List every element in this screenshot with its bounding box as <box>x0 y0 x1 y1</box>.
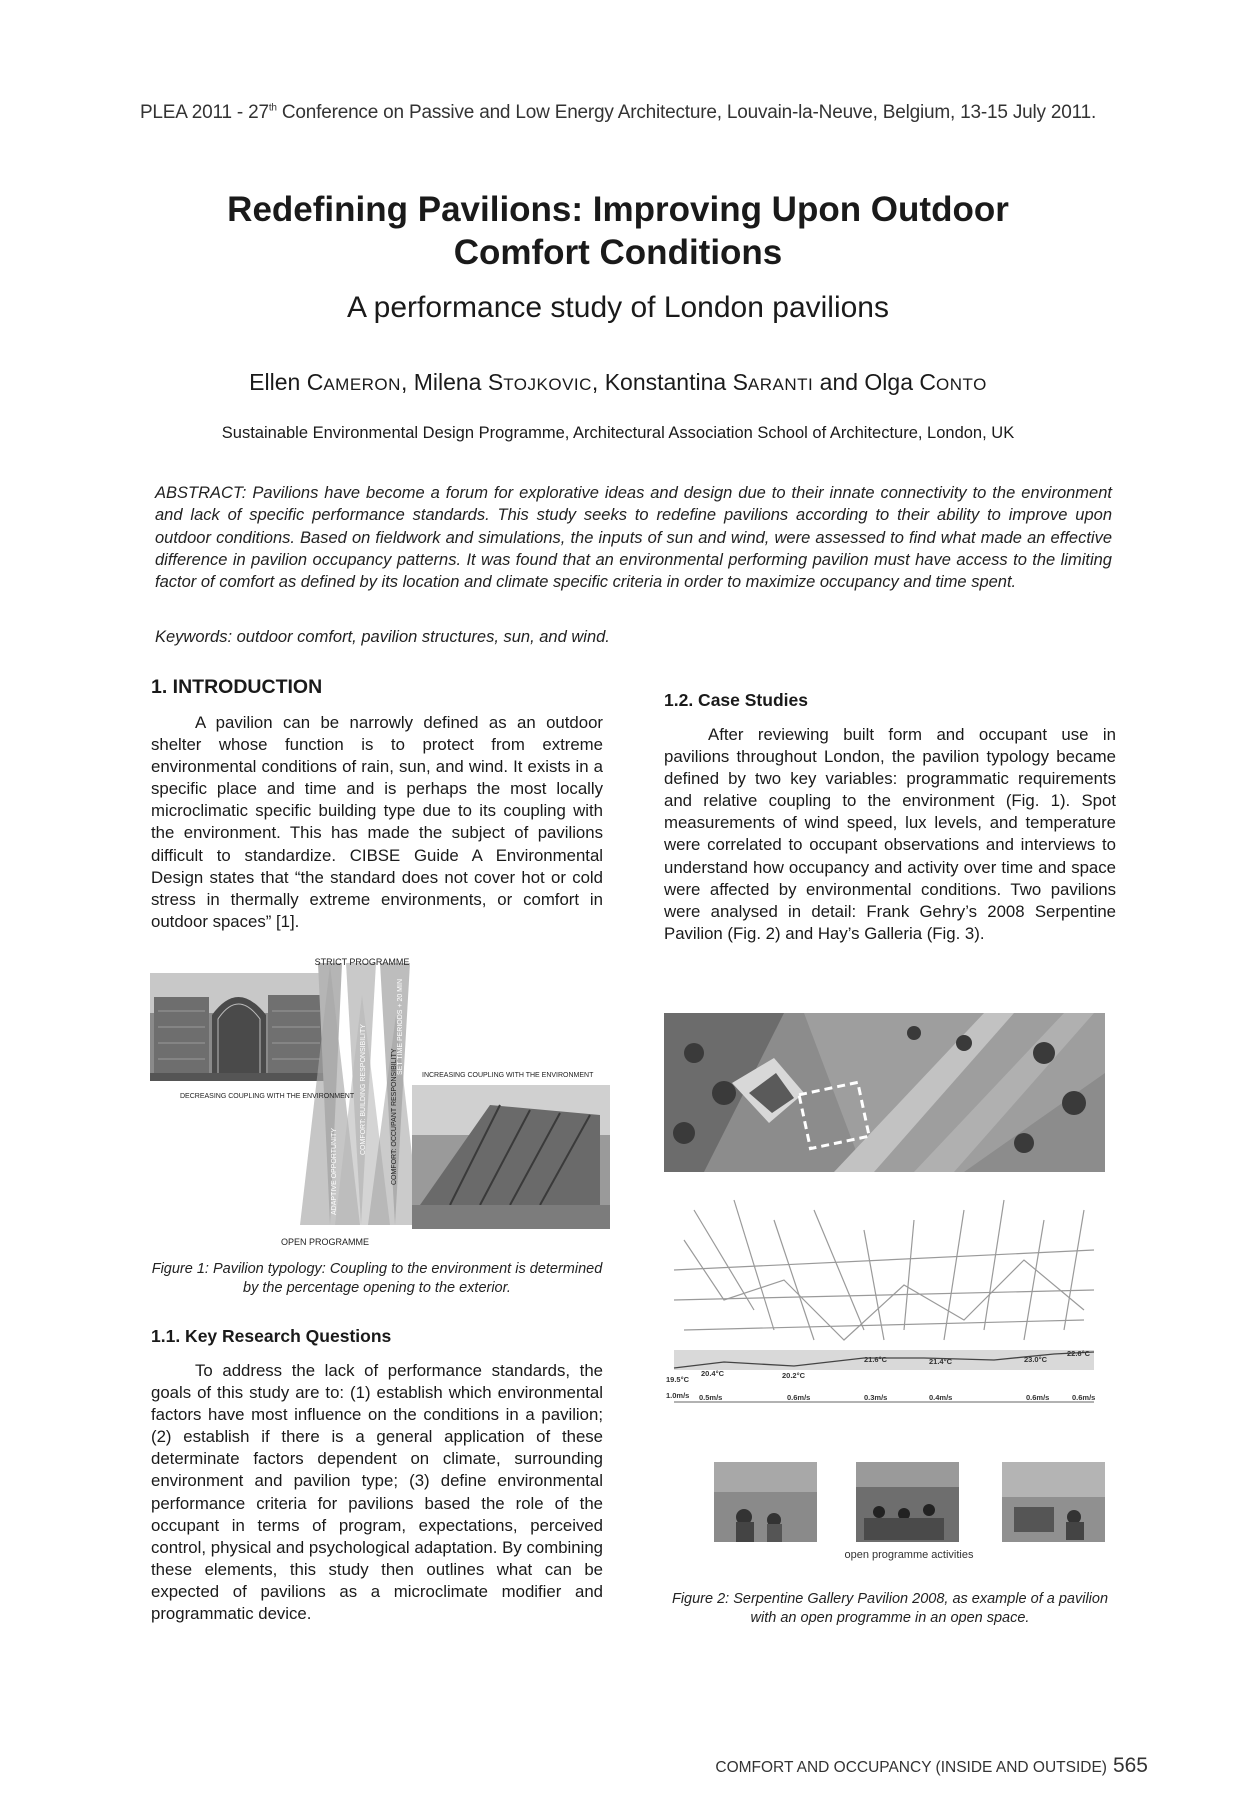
wind-reading: 0.6m/s <box>787 1393 811 1402</box>
increasing-coupling-label: INCREASING COUPLING WITH THE ENVIRONMENT <box>422 1072 594 1079</box>
strict-programme-label: STRICT PROGRAMME <box>314 957 410 967</box>
section-heading-introduction: 1. INTRODUCTION <box>151 676 323 698</box>
adaptive-opportunity-label: ADAPTIVE OPPORTUNITY <box>331 1128 338 1215</box>
section-heading-key-research-questions: 1.1. Key Research Questions <box>151 1326 392 1346</box>
wind-readings <box>666 1391 1095 1402</box>
affiliation: Sustainable Environmental Design Programme, Architectural Association School of Architecture, London, UK <box>221 424 1015 442</box>
footer-section-label: COMFORT AND OCCUPANCY (INSIDE AND OUTSIDE) <box>715 1759 1107 1776</box>
activity-photos-label: open programme activities <box>844 1549 974 1561</box>
activity-photo-3 <box>1002 1462 1105 1542</box>
wind-reading: 1.0m/s <box>666 1391 690 1400</box>
figure-2-caption: Figure 2: Serpentine Gallery Pavilion 2008, as example of a pavilion with an open programme in an open space. <box>671 1591 1109 1626</box>
abstract: ABSTRACT: Pavilions have become a forum for explorative ideas and design due to their innate connectivity to the environment and lack of specific performance standards. This study seeks to redefine pavilions according to their ability to improve upon outdoor conditions. Based on fieldwork and simulations, the inputs of sun and wind, were assessed to find what made an effective difference in pavilion occupancy patterns. It was found that an environmental performing pavilion must have access to the limiting factor of comfort as defined by its location and climate specific criteria in order to maximize occupancy and time spent. <box>155 484 1112 592</box>
section-heading-case-studies: 1.2. Case Studies <box>664 690 808 710</box>
temp-reading: 20.4°C <box>701 1369 725 1378</box>
author-list: Ellen CAMERON, Milena STOJKOVIC, Konstantina SARANTI and Olga CONTO <box>249 369 987 395</box>
wind-reading: 0.5m/s <box>699 1393 723 1402</box>
key-research-questions-text: To address the lack of performance standards, the goals of this study are to: (1) establish which environmental factors have most influence on the conditions in a pavilion; (2) establish if there is a general application of these determinate factors dependent on climate, surrounding environment and pavilion type; (3) define environmental performance criteria for pavilions based the role of the occupant in terms of program, expectations, perceived control, physical and psychological adaptation. By combining these elements, this study then outlines what can be expected of pavilions as a microclimate modifier and programmatic device. <box>151 1361 603 1624</box>
wind-reading: 0.6m/s <box>1026 1393 1050 1402</box>
decreasing-coupling-label: DECREASING COUPLING WITH THE ENVIRONMENT <box>180 1093 355 1100</box>
open-programme-label: OPEN PROGRAMME <box>280 1237 370 1247</box>
page-footer <box>715 1754 1148 1778</box>
figure-1-caption: Figure 1: Pavilion typology: Coupling to the environment is determined by the percentage opening to the exterior. <box>151 1261 603 1296</box>
title-line-2: Comfort Conditions <box>453 233 783 272</box>
figure-2-aerial-photo <box>664 1013 1105 1172</box>
activity-photo-2 <box>856 1462 959 1542</box>
introduction-text: A pavilion can be narrowly defined as an outdoor shelter whose function is to protect from extreme environmental conditions of rain, sun, and wind. It exists in a specific place and time and is perhaps the most locally microclimatic specific building type due to its coupling with the environment. This has made the subject of pavilions difficult to standardize. CIBSE Guide A Environmental Design states that “the standard does not cover hot or cold stress in thermally extreme environments, or comfort in outdoor spaces” [1]. <box>151 713 603 931</box>
conference-header: PLEA 2011 - 27th Conference on Passive and Low Energy Architecture, Louvain-la-Neuve, Belgium, 13-15 July 2011. <box>139 102 1097 123</box>
temp-reading: 21.6°C <box>864 1355 888 1364</box>
activity-photo-1 <box>714 1462 817 1542</box>
paper-subtitle: A performance study of London pavilions <box>346 291 889 324</box>
page-number: 565 <box>1112 1754 1148 1777</box>
occupant-responsibility-label: COMFORT: OCCUPANT RESPONSIBILITY <box>391 1048 398 1185</box>
temp-reading: 22.6°C <box>1067 1349 1091 1358</box>
building-responsibility-label: COMFORT: BUILDING RESPONSIBILITY <box>360 1024 367 1155</box>
wind-reading: 0.3m/s <box>864 1393 888 1402</box>
keywords: Keywords: outdoor comfort, pavilion structures, sun, and wind. <box>155 628 610 646</box>
temp-reading: 20.2°C <box>782 1371 806 1380</box>
wind-reading: 0.4m/s <box>929 1393 953 1402</box>
wind-reading: 0.6m/s <box>1072 1393 1096 1402</box>
figure-2-section-drawing <box>664 1190 1105 1440</box>
title-line-1: Redefining Pavilions: Improving Upon Outdoor <box>227 190 1009 229</box>
temp-reading: 23.0°C <box>1024 1355 1048 1364</box>
figure-2-activity-photos <box>664 1462 1105 1562</box>
figure-1-typology-diagram <box>150 955 610 1247</box>
set-time-periods-label: SET TIME PERIODS + 20 MIN <box>397 978 404 1075</box>
case-studies-text: After reviewing built form and occupant use in pavilions throughout London, the pavilion typology became defined by two key variables: programmatic requirements and relative coupling to the environment (Fig. 1). Spot measurements of wind speed, lux levels, and temperature were correlated to occupant observations and interviews to understand how occupancy and activity over time and space were affected by environmental conditions. Two pavilions were analysed in detail: Frank Gehry’s 2008 Serpentine Pavilion (Fig. 2) and Hay’s Galleria (Fig. 3). <box>664 725 1116 943</box>
paper-title <box>150 188 1086 274</box>
temp-reading: 19.5°C <box>666 1375 690 1384</box>
temp-reading: 21.4°C <box>929 1357 953 1366</box>
